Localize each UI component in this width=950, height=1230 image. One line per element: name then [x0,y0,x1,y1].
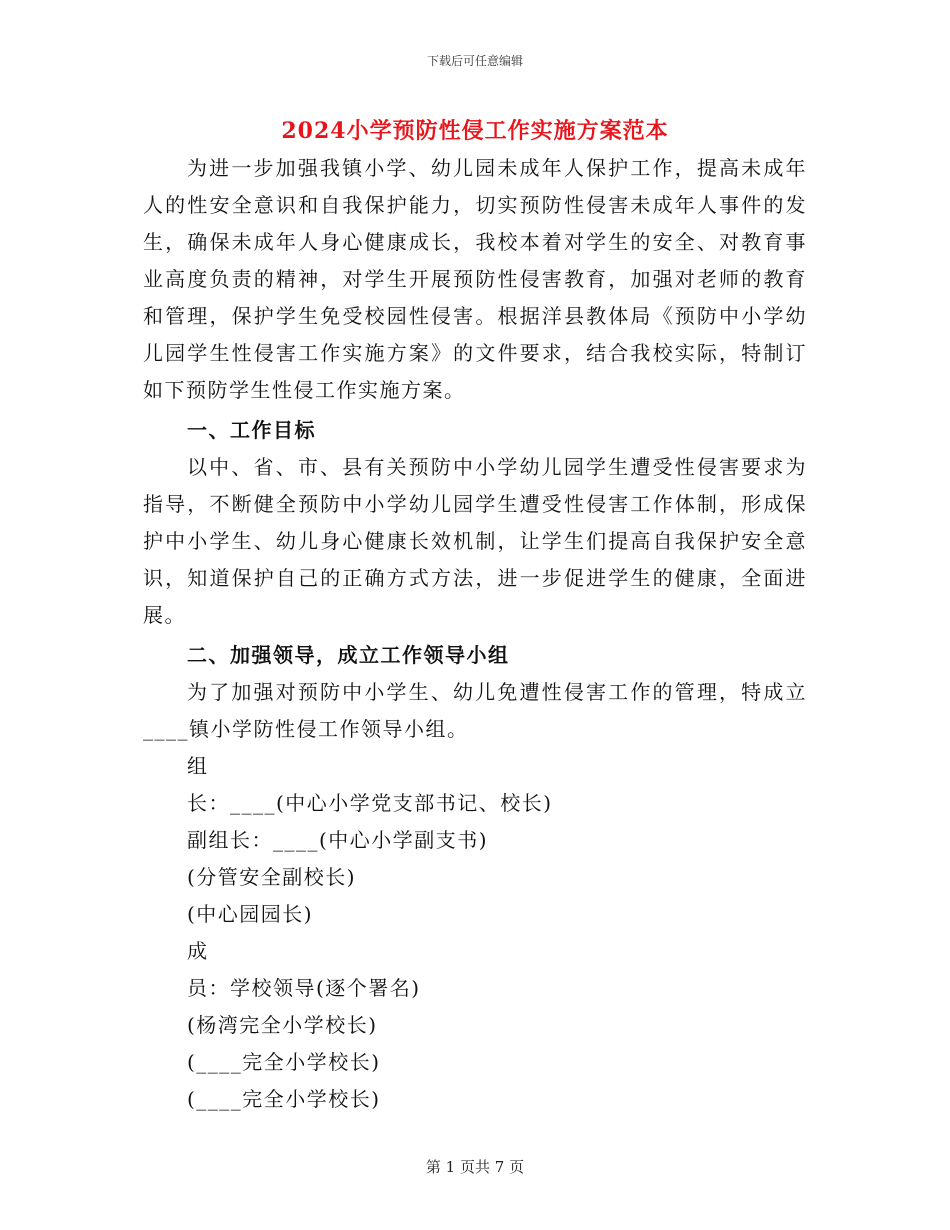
group-line-7: 员：学校领导(逐个署名) [187,976,421,1000]
group-line-4: (分管安全副校长) [187,865,357,889]
group-line-6: 成 [187,939,209,963]
document-body [143,150,807,1118]
section2-paragraph: 为了加强对预防中小学生、幼儿免遭性侵害工作的管理，特成立____镇小学防性侵工作领导小组。 [143,680,807,741]
section1-heading: 一、工作目标 [187,418,316,442]
group-line-9: (____完全小学校长) [187,1050,381,1074]
section2-heading: 二、加强领导，成立工作领导小组 [187,643,510,667]
intro-paragraph: 为进一步加强我镇小学、幼儿园未成年人保护工作，提高未成年人的性安全意识和自我保护能力，切实预防性侵害未成年人事件的发生，确保未成年人身心健康成长，我校本着对学生的安全、对教育事业高度负责的精神，对学生开展预防性侵害教育，加强对老师的教育和管理，保护学生免受校园性侵害。根据洋县教体局《预防中小学幼儿园学生性侵害工作实施方案》的文件要求，结合我校实际，特制订如下预防学生性侵工作实施方案。 [143,156,807,402]
group-line-10: (____完全小学校长) [187,1087,381,1111]
group-line-3: 副组长：____(中心小学副支书) [187,828,489,852]
page-header: 下载后可任意编辑 [426,54,523,68]
section1-paragraph: 以中、省、市、县有关预防中小学幼儿园学生遭受性侵害要求为指导，不断健全预防中小学幼儿园学生遭受性侵害工作体制，形成保护中小学生、幼儿身心健康长效机制，让学生们提高自我保护安全意识，知道保护自己的正确方式方法，进一步促进学生的健康，全面进展。 [143,455,807,627]
group-line-8: (杨湾完全小学校长) [187,1013,378,1037]
group-line-5: (中心园园长) [187,902,314,926]
group-line-1: 组 [187,754,209,778]
page-footer: 第 1 页共 7 页 [425,1158,525,1176]
group-line-2: 长：____(中心小学党支部书记、校长) [187,791,553,815]
document-title: 2024小学预防性侵工作实施方案范本 [281,118,669,144]
